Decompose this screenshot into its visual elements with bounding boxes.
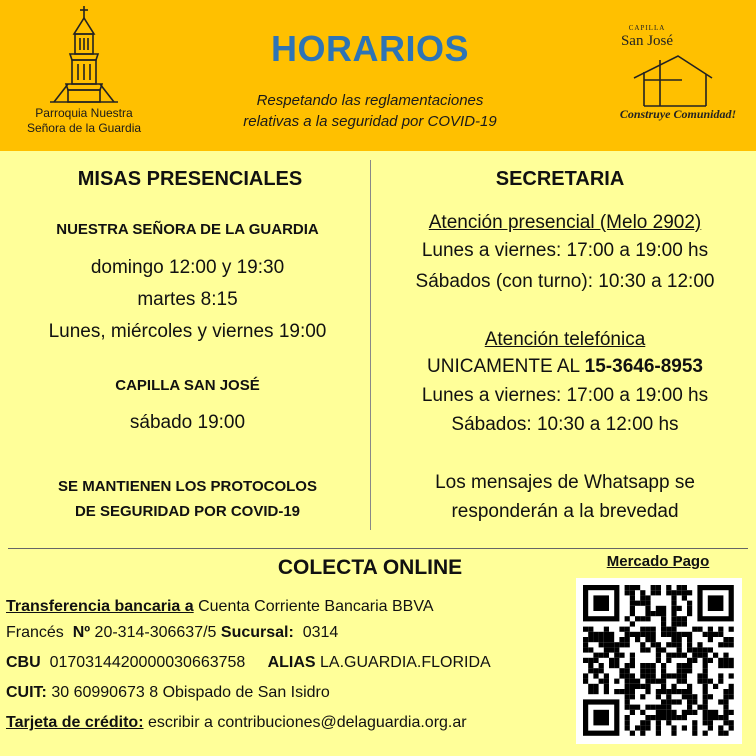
- transfer-line: [6, 598, 433, 616]
- presencial-hours: Sábados (con turno): 10:30 a 12:00: [415, 271, 715, 292]
- church1-name: NUESTRA SEÑORA DE LA GUARDIA: [56, 221, 319, 238]
- church1-schedule: martes 8:15: [137, 289, 238, 310]
- telefonica-hours: Lunes a viernes: 17:00 a 19:00 hs: [421, 385, 709, 406]
- telefonica-hours: Sábados: 10:30 a 12:00 hs: [451, 414, 679, 435]
- branch-number: 0314: [302, 624, 339, 641]
- whatsapp-note: responderán a la brevedad: [451, 501, 679, 522]
- house-cross-icon: [626, 52, 716, 108]
- mercado-pago-label: Mercado Pago: [606, 553, 710, 570]
- branch-label: Sucursal:: [220, 624, 294, 641]
- parish-caption-line1: Parroquia Nuestra: [35, 106, 133, 120]
- church2-name: CAPILLA SAN JOSÉ: [115, 377, 260, 394]
- section-divider: [8, 548, 748, 549]
- qr-code-icon[interactable]: [576, 578, 742, 744]
- capilla-tagline: Construye Comunidad!: [619, 107, 737, 121]
- transfer-text: Cuenta Corriente Bancaria BBVA: [193, 598, 434, 615]
- presencial-heading: Atención presencial (Melo 2902): [428, 212, 702, 233]
- phone-number[interactable]: 15-3646-8953: [584, 356, 703, 377]
- presencial-hours: Lunes a viernes: 17:00 a 19:00 hs: [421, 240, 709, 261]
- cbu-line: [6, 654, 491, 672]
- cbu-label: CBU: [6, 654, 41, 671]
- capilla-small-label: CAPILLA: [628, 24, 666, 32]
- parish-caption-line2: Señora de la Guardia: [26, 121, 142, 135]
- church1-schedule: Lunes, miércoles y viernes 19:00: [48, 321, 327, 342]
- alias-value: LA.GUARDIA.FLORIDA: [320, 654, 491, 671]
- telefonica-heading: Atención telefónica: [484, 329, 646, 350]
- phone-prefix: UNICAMENTE AL: [427, 356, 585, 377]
- cuit-label: CUIT:: [6, 684, 47, 701]
- card-text[interactable]: escribir a contribuciones@delaguardia.org.ar: [143, 714, 467, 731]
- qr-code-graphic: [576, 578, 742, 744]
- whatsapp-note: Los mensajes de Whatsapp se: [435, 472, 695, 493]
- church-tower-icon: [40, 4, 128, 104]
- church1-schedule: domingo 12:00 y 19:30: [90, 257, 285, 278]
- church2-schedule: sábado 19:00: [129, 412, 246, 433]
- protocol-notice: SE MANTIENEN LOS PROTOCOLOS: [58, 478, 317, 495]
- protocol-notice: DE SEGURIDAD POR COVID-19: [74, 503, 301, 520]
- page-subtitle: [190, 90, 550, 132]
- account-number: 20-314-306637/5: [94, 624, 217, 641]
- misas-title: MISAS PRESENCIALES: [77, 168, 303, 190]
- parish-logo: [14, 4, 154, 144]
- account-line: [6, 624, 338, 642]
- subtitle-line1: Respetando las reglamentaciones: [256, 92, 484, 109]
- cuit-line: [6, 684, 330, 702]
- subtitle-line2: relativas a la seguridad por COVID-19: [243, 113, 497, 130]
- header-banner: [0, 0, 756, 151]
- cbu-value: 0170314420000030663758: [49, 654, 246, 671]
- column-divider: [370, 160, 371, 530]
- alias-label: ALIAS: [267, 654, 316, 671]
- page-title: HORARIOS: [270, 28, 469, 69]
- transfer-label: Transferencia bancaria a: [6, 598, 194, 615]
- phone-line: [374, 356, 756, 378]
- card-line: [6, 714, 467, 732]
- capilla-logo: [604, 24, 752, 134]
- capilla-name: San José: [620, 33, 674, 49]
- card-label: Tarjeta de crédito:: [6, 714, 144, 731]
- cuit-value: 30 60990673 8 Obispado de San Isidro: [51, 684, 330, 701]
- account-label: Nº: [72, 624, 91, 641]
- bank-name: Francés: [6, 624, 64, 641]
- colecta-title: COLECTA ONLINE: [277, 556, 463, 579]
- secretaria-title: SECRETARIA: [495, 168, 625, 190]
